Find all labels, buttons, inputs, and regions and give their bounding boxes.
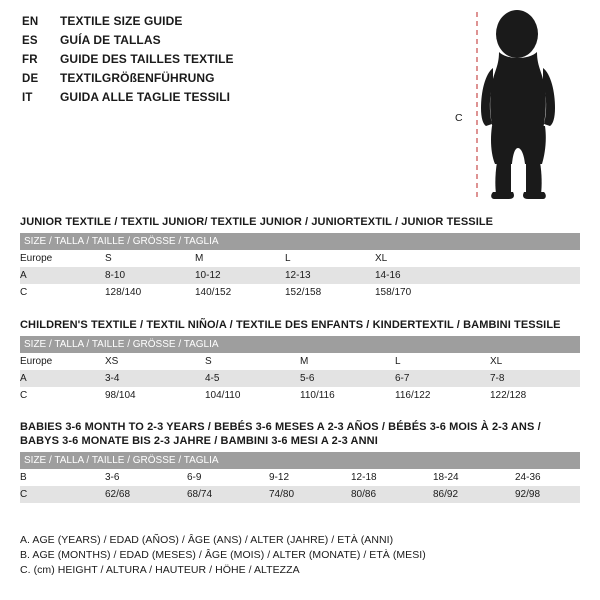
row-label: A [20,370,105,387]
cell: 152/158 [285,284,375,301]
cell: 3-4 [105,370,205,387]
size-header-label: SIZE / TALLA / TAILLE / GRÖSSE / TAGLIA [20,233,580,250]
language-code: DE [22,73,39,85]
legend-block [20,533,580,578]
language-code: IT [22,92,33,104]
table-row [20,486,580,503]
cell: 116/122 [395,387,490,404]
cell: 12-13 [285,267,375,284]
section-junior-textile [20,215,580,301]
language-title: GUÍA DE TALLAS [60,33,161,47]
size-header-label: SIZE / TALLA / TAILLE / GRÖSSE / TAGLIA [20,336,580,353]
cell-empty [465,250,580,267]
cell: XL [375,250,465,267]
cell: 122/128 [490,387,580,404]
cell: 92/98 [515,486,580,503]
language-row [22,14,442,32]
cell: 9-12 [269,469,351,486]
language-title: TEXTILGRÖßENFÜHRUNG [60,71,215,85]
cell: M [195,250,285,267]
table-header-row [20,336,580,353]
cell: 4-5 [205,370,300,387]
cell: 62/68 [105,486,187,503]
size-table-junior [20,233,580,301]
cell: 10-12 [195,267,285,284]
legend-line-c: C. (cm) HEIGHT / ALTURA / HAUTEUR / HÖHE / ALTEZZA [20,564,300,576]
row-label: A [20,267,105,284]
row-label: B [20,469,105,486]
cell: M [300,353,395,370]
cell: 14-16 [375,267,465,284]
child-silhouette-figure [455,8,590,203]
language-row [22,71,442,89]
table-row [20,370,580,387]
table-row [20,267,580,284]
table-row [20,387,580,404]
row-label: C [20,284,105,301]
language-row [22,90,442,108]
cell: 104/110 [205,387,300,404]
cell: 80/86 [351,486,433,503]
cell: 12-18 [351,469,433,486]
cell: 140/152 [195,284,285,301]
size-header-label: SIZE / TALLA / TAILLE / GRÖSSE / TAGLIA [20,452,580,469]
child-figure-icon [455,8,590,203]
size-table-children [20,336,580,404]
cell: 74/80 [269,486,351,503]
cell: 8-10 [105,267,195,284]
legend-line-a: A. AGE (YEARS) / EDAD (AÑOS) / ÂGE (ANS) / ALTER (JAHRE) / ETÀ (ANNI) [20,534,394,546]
cell: 98/104 [105,387,205,404]
size-table-babies [20,452,580,503]
cell-empty [465,267,580,284]
language-title: TEXTILE SIZE GUIDE [60,14,183,28]
cell: 5-6 [300,370,395,387]
language-header [22,14,442,109]
cell: 7-8 [490,370,580,387]
cell: 6-9 [187,469,269,486]
table-header-row [20,452,580,469]
cell: L [285,250,375,267]
cell: XS [105,353,205,370]
cell: 18-24 [433,469,515,486]
cell: XL [490,353,580,370]
table-row [20,353,580,370]
row-label: C [20,486,105,503]
height-measure-label: C [455,112,463,124]
section-childrens-textile [20,318,580,404]
language-row [22,52,442,70]
row-label: Europe [20,250,105,267]
cell: 6-7 [395,370,490,387]
row-label: Europe [20,353,105,370]
cell: 68/74 [187,486,269,503]
table-row [20,284,580,301]
cell: 110/116 [300,387,395,404]
cell: 86/92 [433,486,515,503]
section-title: JUNIOR TEXTILE / TEXTIL JUNIOR/ TEXTILE JUNIOR / JUNIORTEXTIL / JUNIOR TESSILE [20,216,494,228]
cell: S [105,250,195,267]
cell: 3-6 [105,469,187,486]
legend-line-b: B. AGE (MONTHS) / EDAD (MESES) / ÂGE (MOIS) / ALTER (MONATE) / ETÀ (MESI) [20,549,426,561]
cell: S [205,353,300,370]
table-row [20,469,580,486]
table-header-row [20,233,580,250]
cell: 24-36 [515,469,580,486]
language-code: ES [22,35,38,47]
cell: L [395,353,490,370]
cell-empty [465,284,580,301]
cell: 158/170 [375,284,465,301]
cell: 128/140 [105,284,195,301]
language-code: EN [22,16,39,28]
section-babies-textile [20,420,580,503]
language-title: GUIDE DES TAILLES TEXTILE [60,52,234,66]
section-title: CHILDREN'S TEXTILE / TEXTIL NIÑO/A / TEXTILE DES ENFANTS / KINDERTEXTIL / BAMBINI TESSILE [20,319,561,331]
table-row [20,250,580,267]
language-row [22,33,442,51]
row-label: C [20,387,105,404]
language-title: GUIDA ALLE TAGLIE TESSILI [60,90,231,104]
language-code: FR [22,54,38,66]
section-title: BABIES 3-6 MONTH TO 2-3 YEARS / BEBÉS 3-6 MESES A 2-3 AÑOS / BÉBÉS 3-6 MOIS À 2-3 ANS / BABYS 3-6 MONATE BIS 2-3 JAHRE / BAMBINI 3-6 MESI A 2-3 ANNI [20,421,541,447]
